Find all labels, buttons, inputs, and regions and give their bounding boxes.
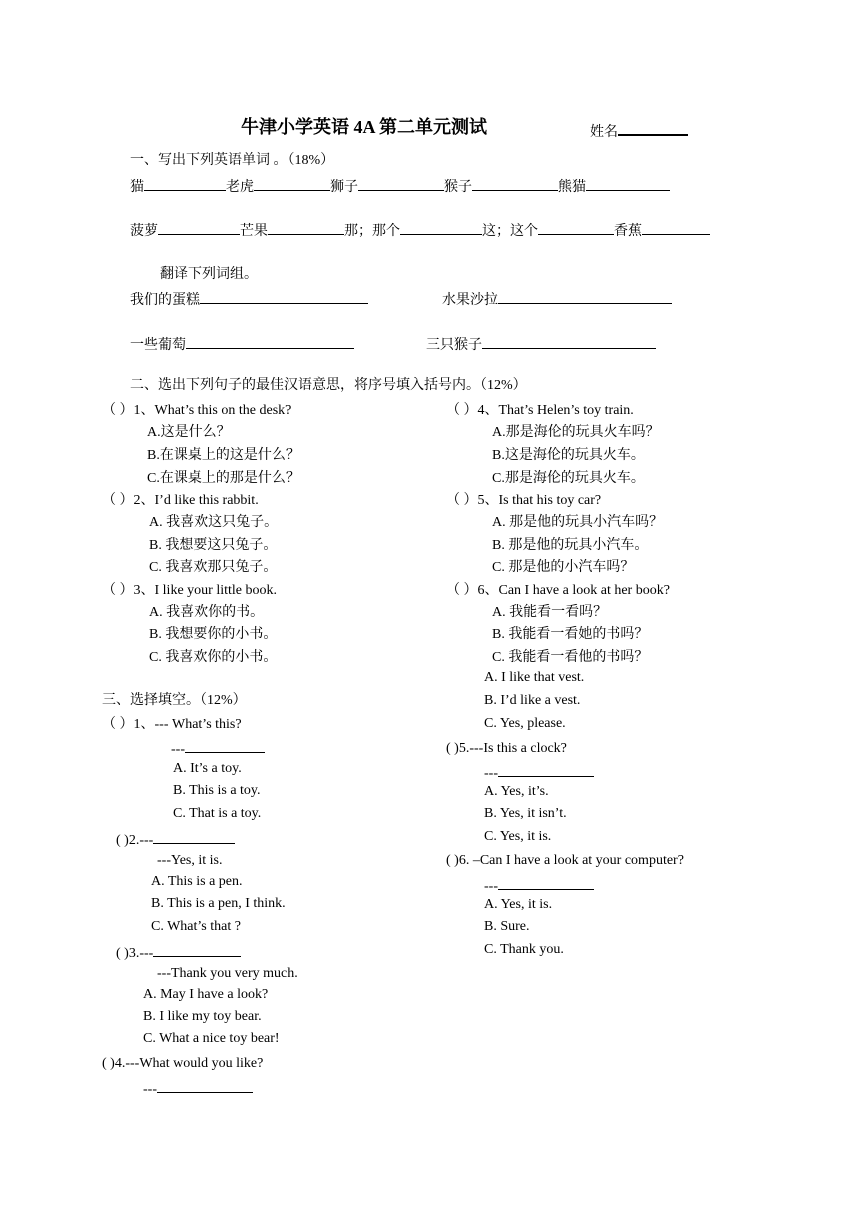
answer-line bbox=[484, 875, 594, 896]
question-stem: 3、I like your little book. bbox=[133, 583, 277, 598]
word-mango: 芒果 bbox=[240, 224, 268, 239]
option: C. Thank you. bbox=[484, 942, 564, 957]
word-banana: 香蕉 bbox=[614, 224, 642, 239]
answer-blank[interactable] bbox=[185, 738, 265, 753]
answer-blank[interactable] bbox=[498, 762, 594, 777]
option: B. This is a toy. bbox=[173, 783, 261, 798]
word-pineapple: 菠萝 bbox=[130, 224, 158, 239]
question-stem: 3.--- bbox=[128, 946, 154, 961]
option: C. What’s that ? bbox=[151, 919, 241, 934]
option: B. 我想要你的小书。 bbox=[149, 627, 278, 642]
option: C. Yes, please. bbox=[484, 716, 566, 731]
answer-blank[interactable] bbox=[358, 176, 444, 191]
answer-line bbox=[171, 738, 265, 759]
question bbox=[102, 582, 277, 600]
answer-blank[interactable] bbox=[200, 289, 368, 304]
option: B.在课桌上的这是什么？ bbox=[147, 448, 300, 463]
word-tiger: 老虎 bbox=[226, 180, 254, 195]
name-field[interactable] bbox=[590, 120, 688, 142]
question-stem: 5、Is that his toy car? bbox=[477, 493, 602, 508]
question bbox=[446, 492, 601, 510]
answer-paren[interactable]: （ ） bbox=[102, 583, 134, 598]
question-stem: 6、Can I have a look at her book? bbox=[477, 583, 670, 598]
answer-paren[interactable]: （ ） bbox=[446, 403, 478, 418]
answer-blank[interactable] bbox=[586, 176, 670, 191]
answer-blank[interactable] bbox=[538, 220, 614, 235]
name-blank[interactable] bbox=[618, 120, 688, 136]
question bbox=[102, 492, 259, 510]
answer-paren[interactable]: （ ） bbox=[102, 403, 134, 418]
answer-paren[interactable]: （ ） bbox=[446, 583, 478, 598]
dash-prefix: --- bbox=[484, 879, 498, 894]
question bbox=[446, 740, 567, 758]
answer-blank[interactable] bbox=[642, 220, 710, 235]
phrase-label: 水果沙拉 bbox=[442, 293, 498, 308]
section3-heading: 三、选择填空。（12%） bbox=[102, 693, 247, 708]
answer-paren[interactable]: （ ） bbox=[102, 493, 134, 508]
question bbox=[446, 852, 684, 870]
phrase-label: 我们的蛋糕 bbox=[130, 293, 200, 308]
reply: ---Yes, it is. bbox=[157, 853, 223, 868]
section1-row1 bbox=[130, 176, 670, 197]
option: C.在课桌上的那是什么？ bbox=[147, 471, 300, 486]
answer-blank[interactable] bbox=[482, 334, 656, 349]
answer-paren[interactable]: （ ） bbox=[102, 717, 134, 732]
option: C. What a nice toy bear! bbox=[143, 1031, 280, 1046]
answer-paren[interactable]: （ ） bbox=[446, 493, 478, 508]
option: A. 我能看一看吗？ bbox=[492, 605, 608, 620]
answer-blank[interactable] bbox=[498, 289, 672, 304]
section1-row2 bbox=[130, 220, 710, 241]
section2-heading: 二、选出下列句子的最佳汉语意思，将序号填入括号内。（12%） bbox=[130, 378, 527, 393]
question-stem: 5.---Is this a clock? bbox=[458, 741, 567, 756]
answer-blank[interactable] bbox=[400, 220, 482, 235]
option: A. 那是他的玩具小汽车吗？ bbox=[492, 515, 664, 530]
option: A. It’s a toy. bbox=[173, 761, 242, 776]
question bbox=[446, 582, 670, 600]
option: C. 我喜欢那只兔子。 bbox=[149, 560, 278, 575]
phrase-label: 一些葡萄 bbox=[130, 338, 186, 353]
word-that: 那；那个 bbox=[344, 224, 400, 239]
word-this: 这；这个 bbox=[482, 224, 538, 239]
option: A. I like that vest. bbox=[484, 670, 585, 685]
answer-blank[interactable] bbox=[268, 220, 344, 235]
answer-blank[interactable] bbox=[472, 176, 558, 191]
option: B. I’d like a vest. bbox=[484, 693, 581, 708]
answer-blank[interactable] bbox=[498, 875, 594, 890]
phrase-item bbox=[442, 289, 672, 310]
option: A. 我喜欢你的书。 bbox=[149, 605, 265, 620]
phrase-item bbox=[130, 289, 368, 310]
question bbox=[116, 829, 235, 850]
question bbox=[102, 1055, 263, 1073]
answer-paren[interactable]: ( ) bbox=[446, 853, 459, 868]
question bbox=[102, 402, 291, 420]
phrases-heading: 翻译下列词组。 bbox=[160, 267, 258, 282]
answer-line bbox=[143, 1078, 253, 1099]
answer-blank[interactable] bbox=[144, 176, 226, 191]
option: B. 那是他的玩具小汽车。 bbox=[492, 538, 649, 553]
answer-blank[interactable] bbox=[153, 829, 235, 844]
phrase-label: 三只猴子 bbox=[426, 338, 482, 353]
option: C. Yes, it is. bbox=[484, 829, 552, 844]
option: C. That is a toy. bbox=[173, 806, 262, 821]
phrase-item bbox=[130, 334, 354, 355]
question-stem: 4、That’s Helen’s toy train. bbox=[477, 403, 634, 418]
answer-blank[interactable] bbox=[254, 176, 330, 191]
option: C.那是海伦的玩具火车。 bbox=[492, 471, 645, 486]
question-stem: 6. –Can I have a look at your computer? bbox=[458, 853, 684, 868]
answer-line bbox=[484, 762, 594, 783]
option: A. Yes, it is. bbox=[484, 897, 553, 912]
question-stem: 1、What’s this on the desk? bbox=[133, 403, 292, 418]
answer-paren[interactable]: ( ) bbox=[102, 1056, 115, 1071]
option: C. 我能看一看他的书吗？ bbox=[492, 650, 649, 665]
option: C. 那是他的小汽车吗？ bbox=[492, 560, 635, 575]
dash-prefix: --- bbox=[484, 766, 498, 781]
word-lion: 狮子 bbox=[330, 180, 358, 195]
phrase-item bbox=[426, 334, 656, 355]
answer-blank[interactable] bbox=[153, 942, 241, 957]
option: A. 我喜欢这只兔子。 bbox=[149, 515, 279, 530]
option: B.这是海伦的玩具火车。 bbox=[492, 448, 645, 463]
question bbox=[446, 402, 634, 420]
dash-prefix: --- bbox=[143, 1082, 157, 1097]
section1-heading: 一、写出下列英语单词 。（18%） bbox=[130, 153, 335, 168]
question bbox=[102, 716, 242, 734]
option: C. 我喜欢你的小书。 bbox=[149, 650, 278, 665]
reply: ---Thank you very much. bbox=[157, 966, 298, 981]
answer-blank[interactable] bbox=[158, 220, 240, 235]
answer-blank[interactable] bbox=[157, 1078, 253, 1093]
option: B. I like my toy bear. bbox=[143, 1009, 262, 1024]
option: A. May I have a look? bbox=[143, 987, 269, 1002]
word-cat: 猫 bbox=[130, 180, 144, 195]
question-stem: 1、--- What’s this? bbox=[133, 717, 242, 732]
question-stem: 2、I’d like this rabbit. bbox=[133, 493, 259, 508]
option: B. 我想要这只兔子。 bbox=[149, 538, 278, 553]
dash-prefix: --- bbox=[171, 742, 185, 757]
question bbox=[116, 942, 241, 963]
question-stem: 2.--- bbox=[128, 833, 154, 848]
answer-paren[interactable]: ( ) bbox=[446, 741, 459, 756]
name-label: 姓名 bbox=[590, 125, 618, 140]
option: B. Sure. bbox=[484, 919, 530, 934]
option: B. 我能看一看她的书吗？ bbox=[492, 627, 649, 642]
option: B. Yes, it isn’t. bbox=[484, 806, 567, 821]
word-panda: 熊猫 bbox=[558, 180, 586, 195]
question-stem: 4.---What would you like? bbox=[114, 1056, 264, 1071]
page-title: 牛津小学英语 4A 第二单元测试 bbox=[241, 117, 488, 137]
answer-paren[interactable]: ( ) bbox=[116, 833, 129, 848]
option: A.这是什么？ bbox=[147, 425, 231, 440]
option: A. Yes, it’s. bbox=[484, 784, 549, 799]
option: B. This is a pen, I think. bbox=[151, 896, 286, 911]
option: A. This is a pen. bbox=[151, 874, 243, 889]
word-monkey: 猴子 bbox=[444, 180, 472, 195]
option: A.那是海伦的玩具火车吗？ bbox=[492, 425, 660, 440]
answer-blank[interactable] bbox=[186, 334, 354, 349]
answer-paren[interactable]: ( ) bbox=[116, 946, 129, 961]
